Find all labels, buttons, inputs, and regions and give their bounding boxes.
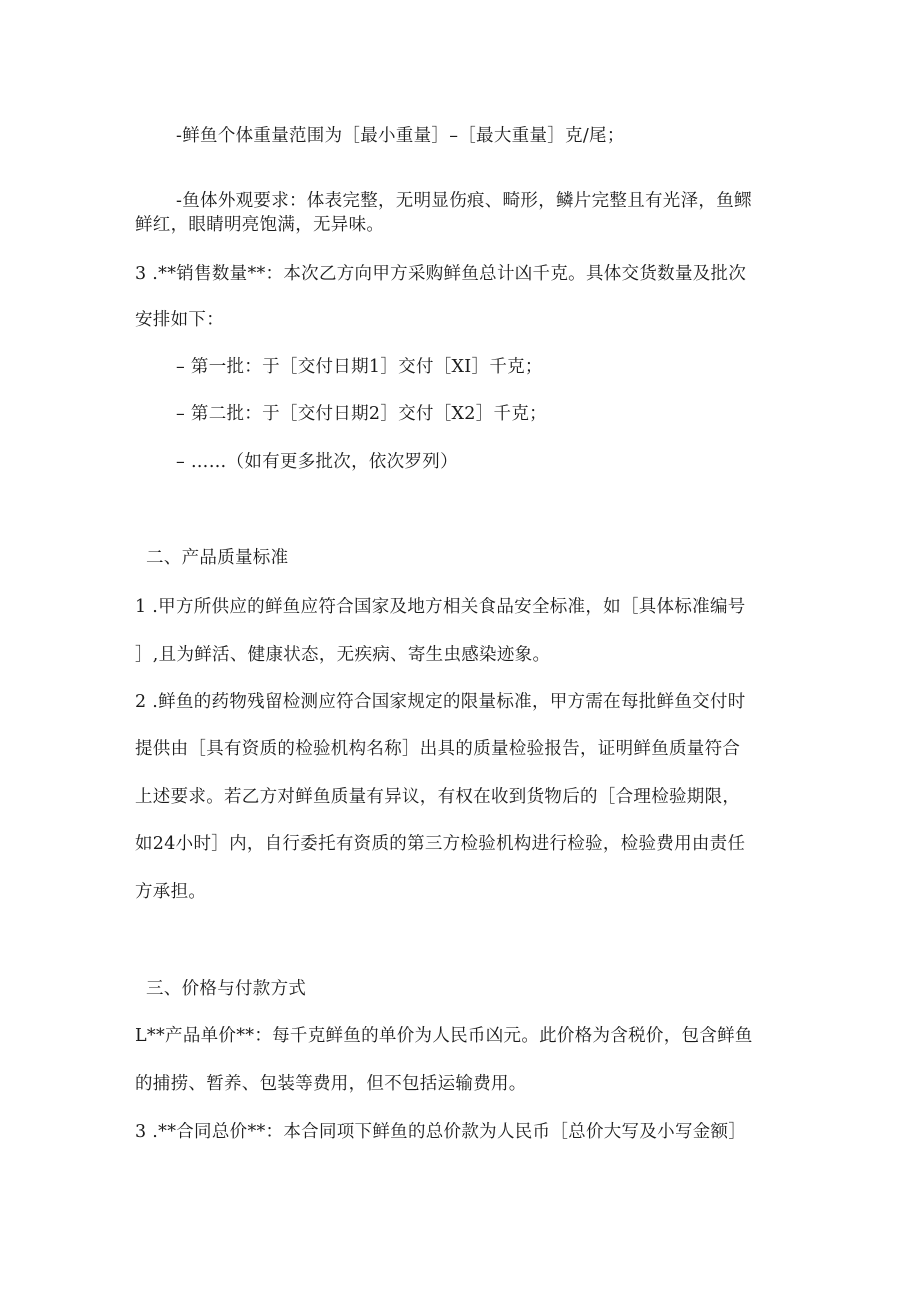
price-clause-1-line-1: L**产品单价**：每千克鲜鱼的单价为人民币凶元。此价格为含税价，包含鲜鱼: [135, 1026, 753, 1046]
batch-more-line: – ……（如有更多批次，依次罗列）: [176, 452, 458, 472]
appearance-line-2: 鲜红，眼睛明亮饱满，无异味。: [135, 215, 385, 235]
batch-1-line: – 第一批：于［交付日期1］交付［XI］千克；: [176, 357, 543, 377]
batch-2-line: – 第二批：于［交付日期2］交付［X2］千克；: [176, 404, 547, 424]
sales-quantity-line-1: 3 .**销售数量**：本次乙方向甲方采购鲜鱼总计凶千克。具体交货数量及批次: [135, 264, 747, 284]
quality-clause-2-line-3: 上述要求。若乙方对鲜鱼质量有异议，有权在收到货物后的［合理检验期限，: [135, 787, 741, 807]
price-clause-1-line-2: 的捕捞、暂养、包装等费用，但不包括运输费用。: [135, 1074, 527, 1094]
weight-range-line: -鲜鱼个体重量范围为［最小重量］–［最大重量］克/尾；: [176, 126, 625, 146]
quality-clause-2-line-2: 提供由［具有资质的检验机构名称］出具的质量检验报告，证明鲜鱼质量符合: [135, 739, 741, 759]
section-2-heading: 二、产品质量标准: [146, 548, 289, 568]
sales-quantity-line-2: 安排如下：: [135, 310, 224, 330]
quality-clause-1-line-1: 1 .甲方所供应的鲜鱼应符合国家及地方相关食品安全标准，如［具体标准编号: [135, 597, 746, 617]
total-price-clause-line: 3 .**合同总价**：本合同项下鲜鱼的总价款为人民币［总价大写及小写金额］: [135, 1122, 747, 1142]
appearance-line-1: -鱼体外观要求：体表完整，无明显伤痕、畸形，鳞片完整且有光泽，鱼鳏: [176, 191, 752, 211]
section-3-heading: 三、价格与付款方式: [146, 979, 307, 999]
quality-clause-2-line-1: 2 .鲜鱼的药物残留检测应符合国家规定的限量标准，甲方需在每批鲜鱼交付时: [135, 692, 746, 712]
quality-clause-1-line-2: ］,且为鲜活、健康状态，无疾病、寄生虫感染迹象。: [135, 645, 551, 665]
quality-clause-2-line-5: 方承担。: [135, 882, 207, 902]
quality-clause-2-line-4: 如24小时］内，自行委托有资质的第三方检验机构进行检验，检验费用由责任: [135, 834, 746, 854]
